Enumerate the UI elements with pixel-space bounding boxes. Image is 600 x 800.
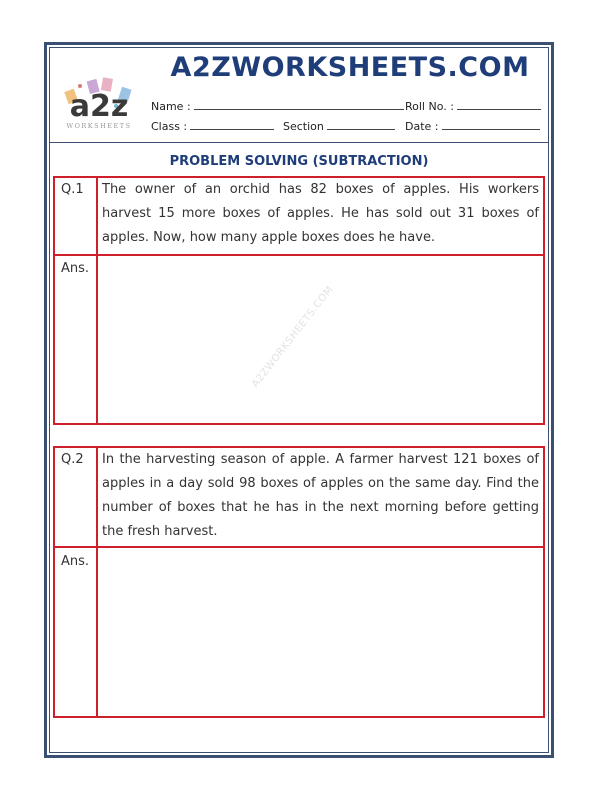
- watermark: A2ZWORKSHEETS.COM: [250, 284, 336, 390]
- section-field: [283, 119, 395, 133]
- site-title: A2ZWORKSHEETS.COM: [170, 52, 530, 83]
- roll-label: Roll No. :: [405, 100, 454, 113]
- section-label: Section: [283, 120, 324, 133]
- date-field: [405, 119, 540, 133]
- name-blank[interactable]: [194, 99, 404, 110]
- question-number: Q.2: [61, 452, 84, 467]
- logo-graphic: [58, 76, 140, 124]
- header-divider: [49, 142, 549, 143]
- class-field: [151, 119, 274, 133]
- date-label: Date :: [405, 120, 439, 133]
- logo-subtext: WORKSHEETS: [66, 122, 132, 130]
- question-box-1: [53, 176, 545, 425]
- question-text: The owner of an orchid has 82 boxes of apples. His workers harvest 15 more boxes of apples. He has sold out 31 boxes of apples. Now, how many apple boxes does he have.: [102, 182, 539, 245]
- name-label: Name :: [151, 100, 191, 113]
- name-field: [151, 99, 404, 113]
- question-number: Q.1: [61, 182, 84, 197]
- class-blank[interactable]: [190, 119, 274, 130]
- answer-area[interactable]: [98, 548, 543, 716]
- date-blank[interactable]: [442, 119, 540, 130]
- roll-blank[interactable]: [457, 99, 541, 110]
- section-title: PROBLEM SOLVING (SUBTRACTION): [169, 154, 429, 169]
- question-box-2: [53, 446, 545, 718]
- class-label: Class :: [151, 120, 188, 133]
- answer-area[interactable]: [98, 256, 543, 423]
- roll-field: [405, 99, 541, 113]
- answer-label: Ans.: [61, 261, 90, 276]
- section-blank[interactable]: [327, 119, 395, 130]
- logo-wordmark: a2z: [69, 89, 129, 124]
- answer-label: Ans.: [61, 554, 90, 569]
- question-text: In the harvesting season of apple. A farmer harvest 121 boxes of apples in a day sold 98 boxes of apples on the same day. Find the number of boxes that he has in the next morning before getting the fresh harvest.: [102, 452, 539, 539]
- site-logo: [58, 76, 140, 134]
